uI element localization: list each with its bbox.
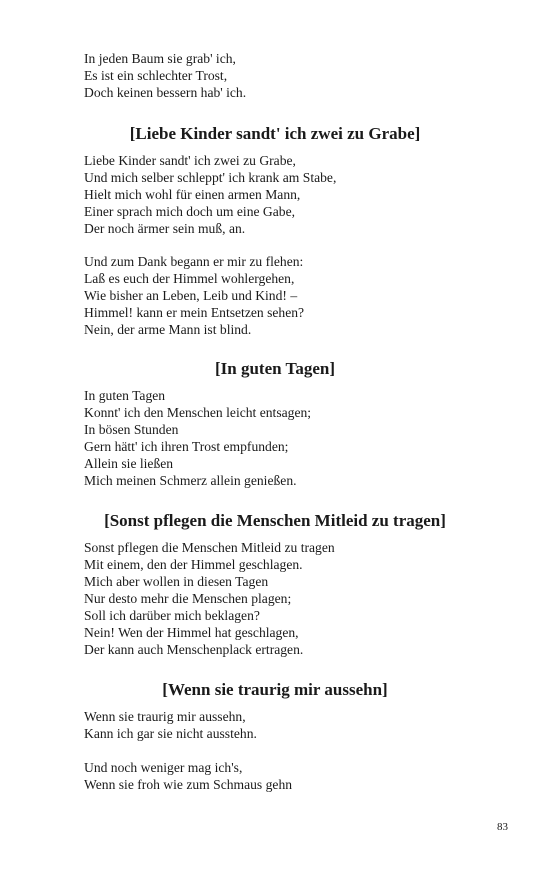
- verse-line: Der noch ärmer sein muß, an.: [84, 221, 246, 236]
- verse-line: Wenn sie traurig mir aussehn,: [84, 709, 246, 724]
- poem-stanza: [84, 539, 494, 658]
- verse-line: Einer sprach mich doch um eine Gabe,: [84, 204, 296, 219]
- verse-line: Und mich selber schleppt' ich krank am Stabe,: [84, 170, 337, 185]
- poem-title: [Liebe Kinder sandt' ich zwei zu Grabe]: [129, 124, 421, 143]
- verse-line: Es ist ein schlechter Trost,: [84, 68, 228, 83]
- poem-stanza: [84, 387, 494, 489]
- poem-title: [Wenn sie traurig mir aussehn]: [162, 680, 388, 699]
- poem-stanza: [84, 708, 494, 742]
- verse-line: Kann ich gar sie nicht ausstehn.: [84, 726, 257, 741]
- verse-line: Soll ich darüber mich beklagen?: [84, 608, 260, 623]
- verse-line: Nein! Wen der Himmel hat geschlagen,: [84, 625, 299, 640]
- verse-line: Liebe Kinder sandt' ich zwei zu Grabe,: [84, 153, 296, 168]
- poem-stanza: [84, 253, 494, 338]
- verse-line: Doch keinen bessern hab' ich.: [84, 85, 247, 100]
- verse-line: Hielt mich wohl für einen armen Mann,: [84, 187, 301, 202]
- verse-line: Mit einem, den der Himmel geschlagen.: [84, 557, 303, 572]
- verse-line: Nein, der arme Mann ist blind.: [84, 322, 252, 337]
- poem-title: [In guten Tagen]: [215, 359, 335, 378]
- poem-stanza: [84, 152, 494, 237]
- verse-line: Der kann auch Menschenplack ertragen.: [84, 642, 304, 657]
- poem-fragment: [84, 50, 494, 101]
- verse-line: Konnt' ich den Menschen leicht entsagen;: [84, 405, 312, 420]
- verse-line: Sonst pflegen die Menschen Mitleid zu tragen: [84, 540, 335, 555]
- verse-line: Wie bisher an Leben, Leib und Kind! –: [84, 288, 298, 303]
- verse-line: Laß es euch der Himmel wohlergehen,: [84, 271, 295, 286]
- verse-line: Mich meinen Schmerz allein genießen.: [84, 473, 297, 488]
- poem-stanza: [84, 759, 494, 793]
- verse-line: Gern hätt' ich ihren Trost empfunden;: [84, 439, 289, 454]
- verse-line: In guten Tagen: [84, 388, 166, 403]
- verse-line: Und zum Dank begann er mir zu flehen:: [84, 254, 304, 269]
- verse-line: Himmel! kann er mein Entsetzen sehen?: [84, 305, 305, 320]
- verse-line: Wenn sie froh wie zum Schmaus gehn: [84, 777, 293, 792]
- verse-line: Mich aber wollen in diesen Tagen: [84, 574, 269, 589]
- verse-line: Und noch weniger mag ich's,: [84, 760, 243, 775]
- page-number: 83: [497, 821, 508, 833]
- verse-line: In jeden Baum sie grab' ich,: [84, 51, 236, 66]
- verse-line: In bösen Stunden: [84, 422, 179, 437]
- poem-title: [Sonst pflegen die Menschen Mitleid zu tragen]: [104, 511, 446, 530]
- verse-line: Nur desto mehr die Menschen plagen;: [84, 591, 292, 606]
- verse-line: Allein sie ließen: [84, 456, 174, 471]
